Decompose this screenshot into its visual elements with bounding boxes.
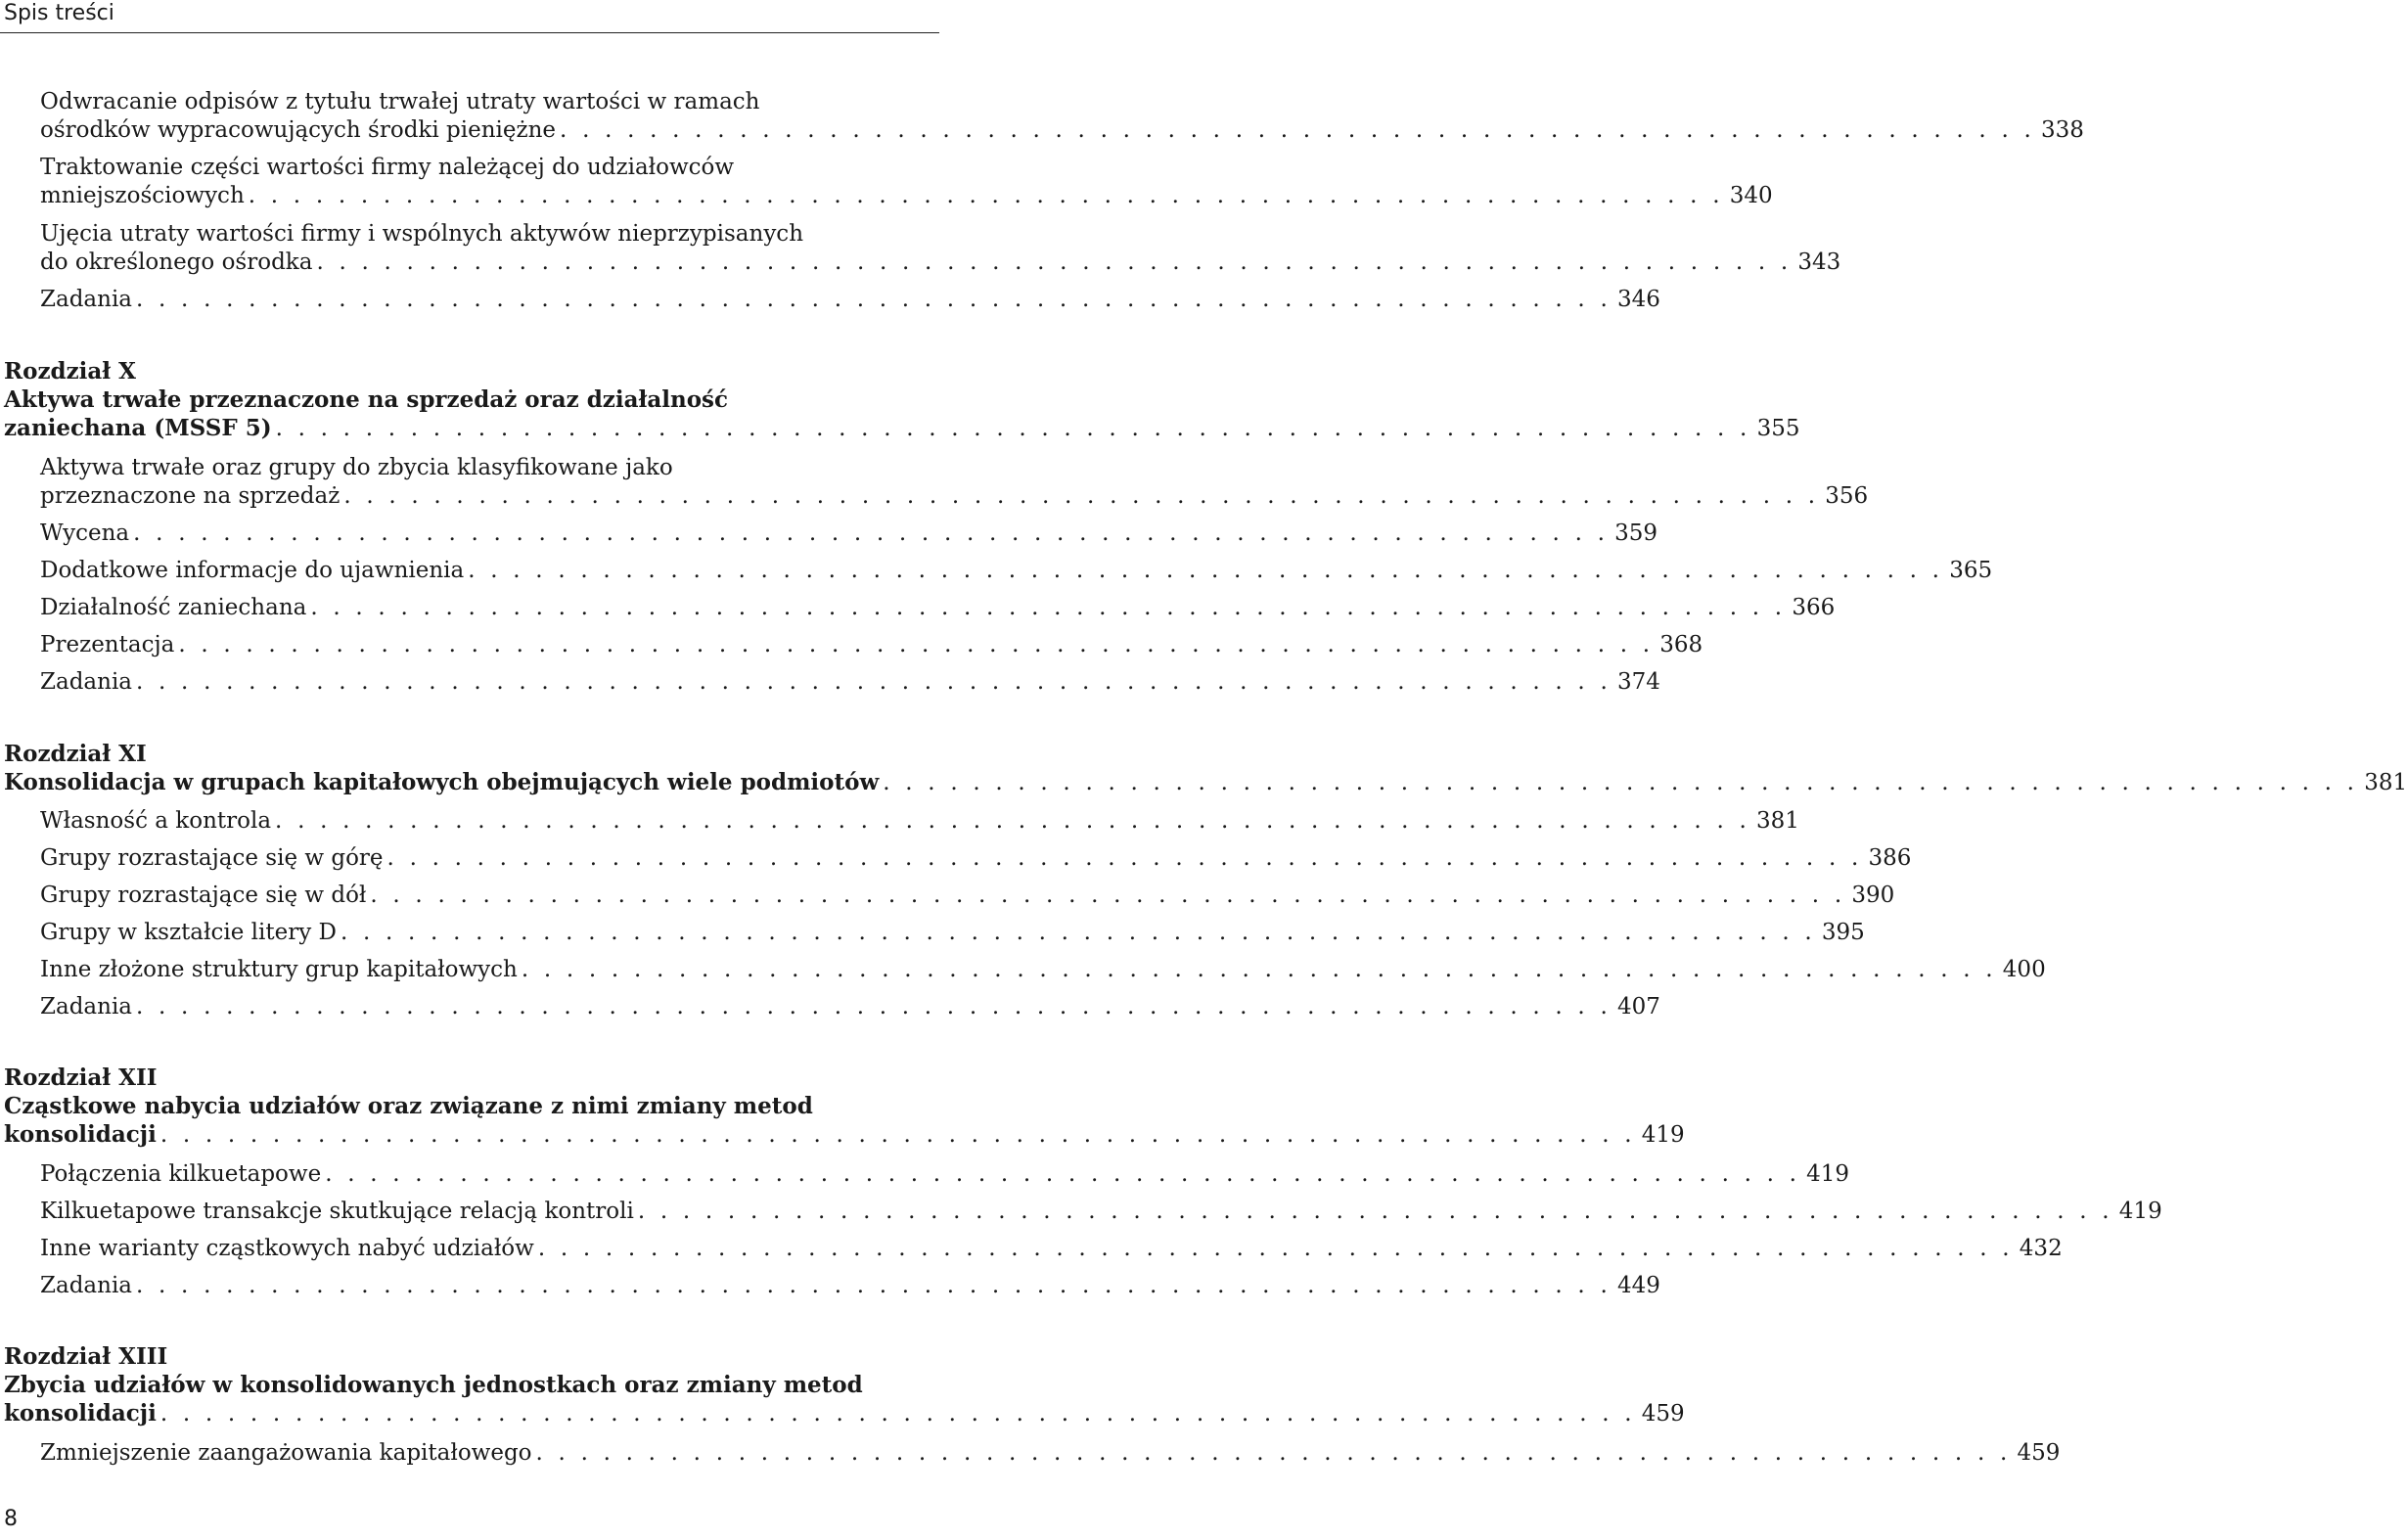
leader-dots: . . . . . . . . . . . . . . . . . . . . . . . . . . . . . . . . . . . . . . . . . . . . . . . . . . . . . . . . . . . . . . . . . .	[136, 669, 1612, 695]
chapter-heading[interactable]	[0, 1064, 1685, 1150]
leader-dots: . . . . . . . . . . . . . . . . . . . . . . . . . . . . . . . . . . . . . . . . . . . . . . . . . . . . . . . . . . . . . . . . . .	[275, 808, 1750, 834]
toc-entry[interactable]	[0, 1198, 2162, 1226]
leader-dots: . . . . . . . . . . . . . . . . . . . . . . . . . . . . . . . . . . . . . . . . . . . . . . . . . . . . . . . . . . . . . . . . . .	[159, 1401, 1636, 1427]
toc-entry-title: Grupy w kształcie litery D	[40, 920, 337, 945]
toc-entry[interactable]	[0, 154, 1773, 210]
toc-entry-title: Inne warianty cząstkowych nabyć udziałów	[40, 1236, 534, 1261]
toc-entry-leader	[0, 182, 1773, 210]
leader-dots: . . . . . . . . . . . . . . . . . . . . . . . . . . . . . . . . . . . . . . . . . . . . . . . . . . . . . . . . . . . . . . . . . .	[340, 920, 1816, 945]
page-ref: 355	[1756, 416, 1800, 441]
toc-entry[interactable]	[0, 557, 1993, 585]
toc-entry[interactable]	[0, 1272, 1660, 1300]
toc-entry-leader	[0, 1235, 2063, 1263]
running-head: Spis treści	[4, 1, 114, 25]
toc-entry[interactable]	[0, 631, 1703, 659]
toc-entry-title: mniejszościowych	[40, 183, 245, 208]
leader-dots: . . . . . . . . . . . . . . . . . . . . . . . . . . . . . . . . . . . . . . . . . . . . . . . . . . . . . . . . . . . . . . . . . .	[325, 1161, 1801, 1187]
leader-dots: . . . . . . . . . . . . . . . . . . . . . . . . . . . . . . . . . . . . . . . . . . . . . . . . . . . . . . . . . . . . . . . . . .	[178, 632, 1655, 657]
toc-entry-leader	[0, 919, 1865, 947]
leader-dots: . . . . . . . . . . . . . . . . . . . . . . . . . . . . . . . . . . . . . . . . . . . . . . . . . . . . . . . . . . . . . . . . . .	[521, 957, 1997, 982]
page-ref: 366	[1792, 595, 1836, 620]
toc-entry-line: Traktowanie części wartości firmy należącej do udziałowców	[40, 155, 735, 180]
toc-entry[interactable]	[0, 807, 1799, 836]
toc-entry-title: do określonego ośrodka	[40, 249, 313, 275]
leader-dots: . . . . . . . . . . . . . . . . . . . . . . . . . . . . . . . . . . . . . . . . . . . . . . . . . . . . . . . . . . . . . . . . . .	[386, 845, 1863, 871]
page-ref: 338	[2041, 117, 2084, 143]
toc-entry-title: przeznaczone na sprzedaż	[40, 483, 341, 509]
toc-entry-title: ośrodków wypracowujących środki pieniężne	[40, 117, 557, 143]
toc-entry[interactable]	[0, 956, 2046, 984]
chapter-heading[interactable]	[0, 740, 2407, 797]
page-ref: 400	[2002, 957, 2046, 982]
page-ref: 343	[1797, 249, 1841, 275]
page-ref: 459	[2017, 1440, 2061, 1466]
toc-entry[interactable]	[0, 454, 1869, 511]
leader-dots: . . . . . . . . . . . . . . . . . . . . . . . . . . . . . . . . . . . . . . . . . . . . . . . . . . . . . . . . . . . . . . . . . .	[136, 1273, 1612, 1298]
toc-entry-leader	[0, 844, 1912, 873]
leader-dots: . . . . . . . . . . . . . . . . . . . . . . . . . . . . . . . . . . . . . . . . . . . . . . . . . . . . . . . . . . . . . . . . . .	[343, 483, 1820, 509]
leader-dots: . . . . . . . . . . . . . . . . . . . . . . . . . . . . . . . . . . . . . . . . . . . . . . . . . . . . . . . . . . . . . . . . . .	[275, 416, 1751, 441]
toc-entry-leader	[0, 993, 1660, 1021]
toc-entry-leader	[0, 1198, 2162, 1226]
toc-entry-line: Odwracanie odpisów z tytułu trwałej utraty wartości w ramach	[40, 89, 760, 114]
chapter-title-leader	[0, 1399, 1685, 1428]
chapter-heading[interactable]	[0, 1342, 1685, 1428]
toc-entry-title: Zadania	[40, 287, 133, 312]
page-ref: 346	[1616, 287, 1660, 312]
leader-dots: . . . . . . . . . . . . . . . . . . . . . . . . . . . . . . . . . . . . . . . . . . . . . . . . . . . . . . . . . . . . . . . . . .	[316, 249, 1793, 275]
leader-dots: . . . . . . . . . . . . . . . . . . . . . . . . . . . . . . . . . . . . . . . . . . . . . . . . . . . . . . . . . . . . . . . . . .	[468, 558, 1944, 583]
chapter-title: zaniechana (MSSF 5)	[4, 415, 272, 441]
leader-dots: . . . . . . . . . . . . . . . . . . . . . . . . . . . . . . . . . . . . . . . . . . . . . . . . . . . . . . . . . . . . . . . . . .	[159, 1122, 1636, 1148]
leader-dots: . . . . . . . . . . . . . . . . . . . . . . . . . . . . . . . . . . . . . . . . . . . . . . . . . . . . . . . . . . . . . . . . . .	[133, 521, 1610, 546]
toc-entry[interactable]	[0, 919, 1865, 947]
toc-entry-title: Zadania	[40, 994, 133, 1019]
toc-entry-title: Zadania	[40, 669, 133, 695]
toc-entry-leader	[0, 249, 1841, 277]
page-ref: 432	[2019, 1236, 2063, 1261]
toc-entry-title: Działalność zaniechana	[40, 595, 307, 620]
toc-entry-leader	[0, 520, 1658, 548]
chapter-label: Rozdział XIII	[4, 1343, 168, 1370]
page-ref: 365	[1949, 558, 1993, 583]
page-ref: 374	[1616, 669, 1660, 695]
page-ref: 386	[1868, 845, 1912, 871]
page-ref: 340	[1729, 183, 1773, 208]
chapter-title: konsolidacji	[4, 1400, 157, 1427]
toc-entry-title: Dodatkowe informacje do ujawnienia	[40, 558, 465, 583]
toc-entry[interactable]	[0, 520, 1658, 548]
page-ref: 459	[1641, 1401, 1685, 1427]
chapter-title-leader	[0, 1120, 1685, 1150]
chapter-title: konsolidacji	[4, 1121, 157, 1148]
toc-entry-leader	[0, 668, 1660, 697]
toc-entry-leader	[0, 807, 1799, 836]
leader-dots: . . . . . . . . . . . . . . . . . . . . . . . . . . . . . . . . . . . . . . . . . . . . . . . . . . . . . . . . . . . . . . . . . .	[310, 595, 1787, 620]
toc-entry-leader	[0, 116, 2084, 145]
leader-dots: . . . . . . . . . . . . . . . . . . . . . . . . . . . . . . . . . . . . . . . . . . . . . . . . . . . . . . . . . . . . . . . . . .	[136, 994, 1612, 1019]
toc-entry-line: Aktywa trwałe oraz grupy do zbycia klasyfikowane jako	[40, 455, 673, 480]
toc-entry-title: Zadania	[40, 1273, 133, 1298]
toc-entry-leader	[0, 482, 1869, 511]
toc-entry-leader	[0, 956, 2046, 984]
toc-entry-title: Inne złożone struktury grup kapitałowych	[40, 957, 518, 982]
leader-dots: . . . . . . . . . . . . . . . . . . . . . . . . . . . . . . . . . . . . . . . . . . . . . . . . . . . . . . . . . . . . . . . . . .	[370, 883, 1846, 908]
toc-entry[interactable]	[0, 1235, 2063, 1263]
toc-entry-leader	[0, 286, 1660, 314]
page-ref: 449	[1616, 1273, 1660, 1298]
toc-entry-title: Połączenia kilkuetapowe	[40, 1161, 322, 1187]
toc-entry[interactable]	[0, 286, 1660, 314]
page-ref: 419	[2118, 1199, 2162, 1224]
page-ref: 407	[1616, 994, 1660, 1019]
chapter-title-line: Zbycia udziałów w konsolidowanych jednostkach oraz zmiany metod	[4, 1372, 863, 1398]
toc-entry-leader	[0, 594, 1836, 622]
toc-entry[interactable]	[0, 594, 1836, 622]
chapter-label: Rozdział X	[4, 358, 137, 385]
toc-entry-title: Prezentacja	[40, 632, 175, 657]
page-ref: 356	[1825, 483, 1869, 509]
chapter-title-line: Cząstkowe nabycia udziałów oraz związane z nimi zmiany metod	[4, 1093, 813, 1119]
page-ref: 395	[1821, 920, 1865, 945]
toc-entry[interactable]	[0, 668, 1660, 697]
page-ref: 381	[2364, 770, 2407, 795]
toc-entry[interactable]	[0, 88, 2084, 145]
toc-entry-title: Wycena	[40, 521, 130, 546]
chapter-heading[interactable]	[0, 357, 1800, 443]
leader-dots: . . . . . . . . . . . . . . . . . . . . . . . . . . . . . . . . . . . . . . . . . . . . . . . . . . . . . . . . . . . . . . . . . .	[560, 117, 2035, 143]
chapter-label: Rozdział XII	[4, 1064, 158, 1091]
toc-entry[interactable]	[0, 1439, 2061, 1468]
leader-dots: . . . . . . . . . . . . . . . . . . . . . . . . . . . . . . . . . . . . . . . . . . . . . . . . . . . . . . . . . . . . . . . . . .	[883, 770, 2359, 795]
toc-entry-leader	[0, 1160, 1850, 1189]
leader-dots: . . . . . . . . . . . . . . . . . . . . . . . . . . . . . . . . . . . . . . . . . . . . . . . . . . . . . . . . . . . . . . . . . .	[637, 1199, 2113, 1224]
page-ref: 390	[1851, 883, 1895, 908]
chapter-label: Rozdział XI	[4, 741, 147, 767]
leader-dots: . . . . . . . . . . . . . . . . . . . . . . . . . . . . . . . . . . . . . . . . . . . . . . . . . . . . . . . . . . . . . . . . . .	[248, 183, 1724, 208]
toc-entry-title: Grupy rozrastające się w górę	[40, 845, 384, 871]
toc-entry[interactable]	[0, 1160, 1850, 1189]
page-ref: 419	[1641, 1122, 1685, 1148]
toc-entry-leader	[0, 557, 1993, 585]
leader-dots: . . . . . . . . . . . . . . . . . . . . . . . . . . . . . . . . . . . . . . . . . . . . . . . . . . . . . . . . . . . . . . . . . .	[537, 1236, 2014, 1261]
toc-entry-title: Kilkuetapowe transakcje skutkujące relacją kontroli	[40, 1199, 634, 1224]
toc-entry-leader	[0, 882, 1895, 910]
leader-dots: . . . . . . . . . . . . . . . . . . . . . . . . . . . . . . . . . . . . . . . . . . . . . . . . . . . . . . . . . . . . . . . . . .	[136, 287, 1612, 312]
toc-entry[interactable]	[0, 844, 1912, 873]
page-ref: 359	[1614, 521, 1658, 546]
toc-entry[interactable]	[0, 882, 1895, 910]
page-ref: 419	[1806, 1161, 1850, 1187]
header-rule	[0, 32, 939, 33]
toc-entry-leader	[0, 1272, 1660, 1300]
chapter-title-leader	[0, 768, 2407, 797]
page-number: 8	[4, 1507, 18, 1531]
chapter-title: Konsolidacja w grupach kapitałowych obejmujących wiele podmiotów	[4, 769, 880, 795]
toc-entry[interactable]	[0, 993, 1660, 1021]
toc-entry-leader	[0, 1439, 2061, 1468]
chapter-title-line: Aktywa trwałe przeznaczone na sprzedaż oraz działalność	[4, 386, 729, 413]
page-ref: 381	[1756, 808, 1799, 834]
chapter-title-leader	[0, 414, 1800, 443]
toc-entry-line: Ujęcia utraty wartości firmy i wspólnych aktywów nieprzypisanych	[40, 221, 804, 247]
toc-entry-title: Zmniejszenie zaangażowania kapitałowego	[40, 1440, 532, 1466]
toc-entry-title: Własność a kontrola	[40, 808, 272, 834]
toc-entry-title: Grupy rozrastające się w dół	[40, 883, 367, 908]
toc-entry-leader	[0, 631, 1703, 659]
leader-dots: . . . . . . . . . . . . . . . . . . . . . . . . . . . . . . . . . . . . . . . . . . . . . . . . . . . . . . . . . . . . . . . . . .	[535, 1440, 2012, 1466]
toc-entry[interactable]	[0, 220, 1841, 277]
page-ref: 368	[1659, 632, 1703, 657]
